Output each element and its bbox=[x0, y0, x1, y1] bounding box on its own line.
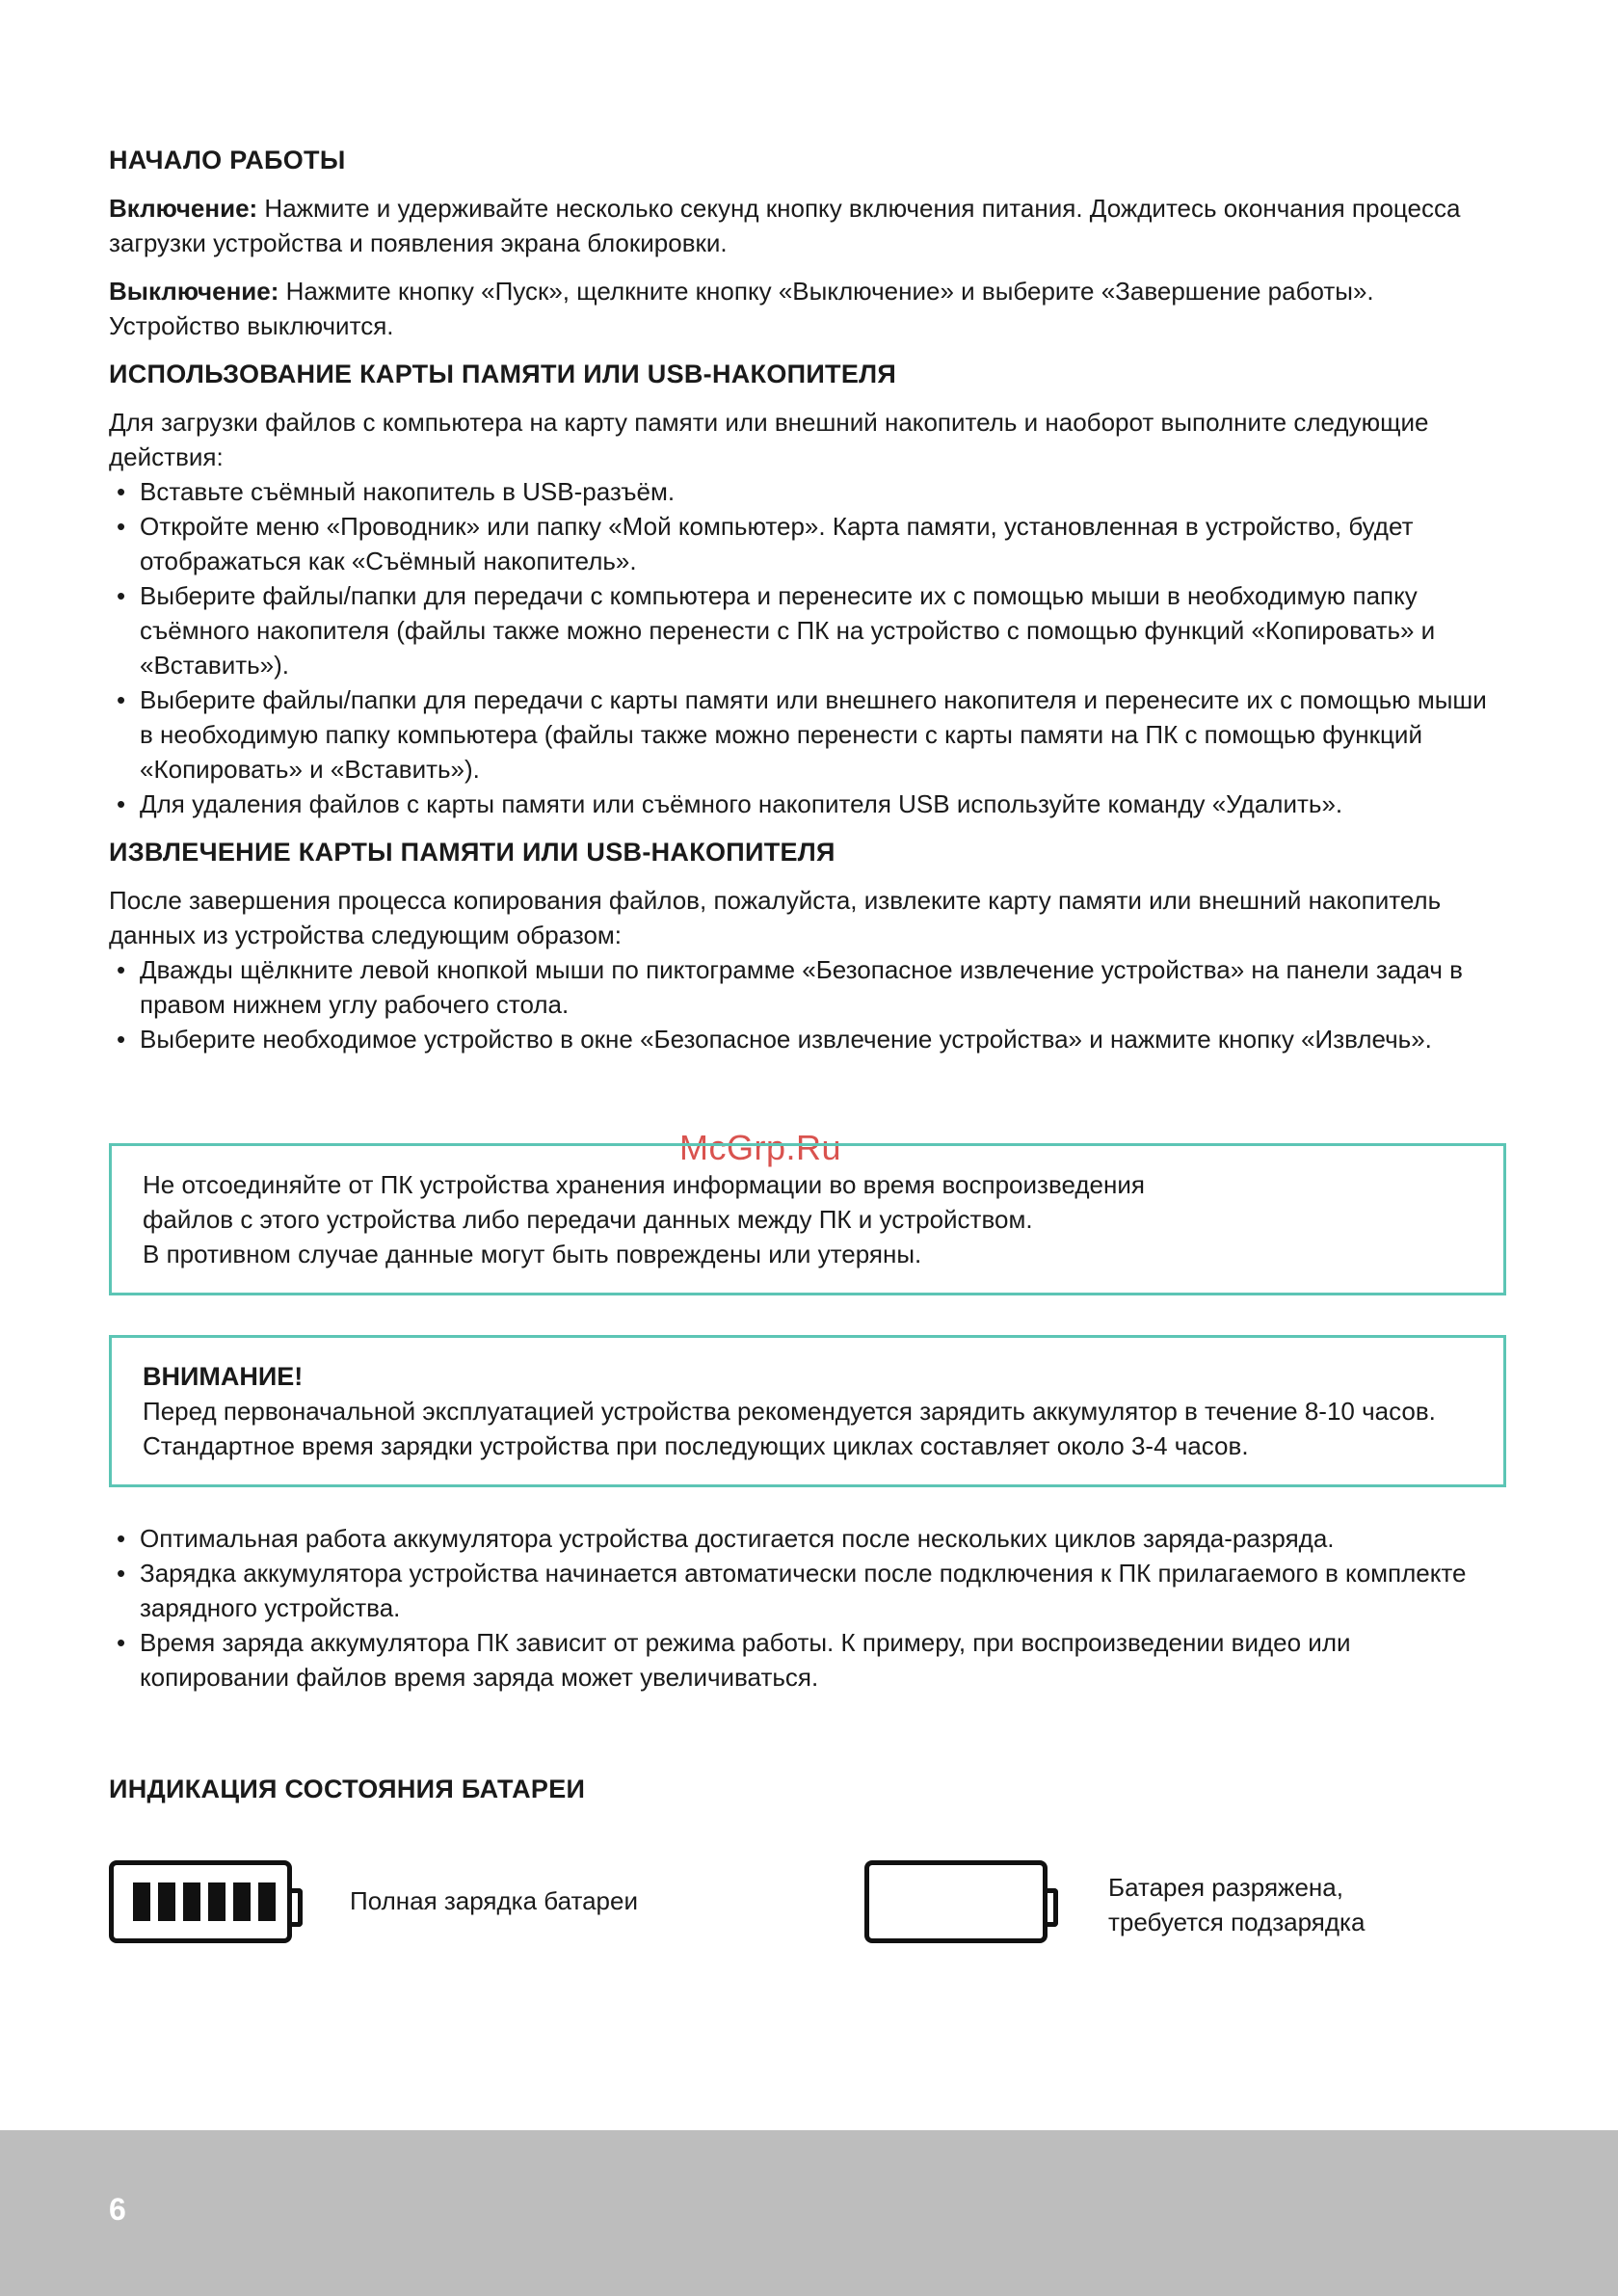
power-off-text: Нажмите кнопку «Пуск», щелкните кнопку «Выключение» и выберите «Завершение работы». Устройство выключится. bbox=[109, 277, 1374, 340]
battery-cell bbox=[158, 1882, 175, 1921]
notice-line: файлов с этого устройства либо передачи данных между ПК и устройством. bbox=[143, 1205, 1033, 1234]
battery-cells bbox=[133, 1882, 276, 1921]
warning-box bbox=[109, 1335, 1506, 1487]
battery-empty-label bbox=[1108, 1870, 1365, 1939]
watermark: McGrp.Ru bbox=[679, 1128, 842, 1167]
page-footer bbox=[0, 2130, 1618, 2296]
main-content bbox=[109, 143, 1506, 1070]
list-item: • Вставьте съёмный накопитель в USB-разъём. bbox=[109, 474, 1506, 509]
battery-cell bbox=[233, 1882, 251, 1921]
battery-cell bbox=[133, 1882, 150, 1921]
battery-terminal bbox=[1043, 1888, 1058, 1927]
battery-full-label: Полная зарядка батареи bbox=[350, 1886, 638, 1915]
notice-line: Не отсоединяйте от ПК устройства хранения информации во время воспроизведения bbox=[143, 1170, 1145, 1199]
section-title-start: НАЧАЛО РАБОТЫ bbox=[109, 146, 346, 174]
page-number: 6 bbox=[109, 2192, 126, 2227]
list-item: • Выберите файлы/папки для передачи с компьютера и перенесите их с помощью мыши в необходимую папку съёмного накопителя (файлы также можно перенести с ПК на устройство с помощью функций «Копировать» и «Вставить»). bbox=[109, 578, 1506, 682]
list-item: • Время заряда аккумулятора ПК зависит от режима работы. К примеру, при воспроизведении видео или копировании файлов время заряда может увеличиваться. bbox=[109, 1625, 1506, 1695]
list-item: • Выберите необходимое устройство в окне «Безопасное извлечение устройства» и нажмите кнопку «Извлечь». bbox=[109, 1022, 1506, 1056]
power-on-lead: Включение: bbox=[109, 194, 258, 223]
battery-empty-icon bbox=[864, 1860, 1048, 1943]
battery-cell bbox=[258, 1882, 276, 1921]
warning-title: ВНИМАНИЕ! bbox=[143, 1362, 304, 1391]
list-item: • Выберите файлы/папки для передачи с карты памяти или внешнего накопителя и перенесите их с помощью мыши в необходимую папку компьютера (файлы также можно перенести с карты памяти на ПК с помощью функций «Копировать» и «Вставить»). bbox=[109, 682, 1506, 787]
battery-full-icon bbox=[109, 1860, 292, 1943]
battery-empty-label-line: Батарея разряжена, bbox=[1108, 1873, 1343, 1902]
notice-line: В противном случае данные могут быть повреждены или утеряны. bbox=[143, 1240, 922, 1268]
list-item: • Откройте меню «Проводник» или папку «Мой компьютер». Карта памяти, установленная в устройство, будет отображаться как «Съёмный накопитель». bbox=[109, 509, 1506, 578]
battery-terminal bbox=[287, 1888, 303, 1927]
battery-row bbox=[109, 1860, 1506, 1957]
section-title-eject: ИЗВЛЕЧЕНИЕ КАРТЫ ПАМЯТИ ИЛИ USB-НАКОПИТЕЛЯ bbox=[109, 838, 836, 867]
battery-indication-section bbox=[109, 1772, 1506, 1936]
list-item: • Зарядка аккумулятора устройства начинается автоматически после подключения к ПК прилагаемого в комплекте зарядного устройства. bbox=[109, 1556, 1506, 1625]
notice-box bbox=[109, 1143, 1506, 1295]
battery-notes-list bbox=[109, 1521, 1506, 1695]
eject-intro: После завершения процесса копирования файлов, пожалуйста, извлеките карту памяти или внешний накопитель данных из устройства следующим образом: bbox=[109, 886, 1442, 949]
battery-empty-label-line: требуется подзарядка bbox=[1108, 1908, 1366, 1936]
section-title-battery: ИНДИКАЦИЯ СОСТОЯНИЯ БАТАРЕИ bbox=[109, 1775, 586, 1803]
power-on-text: Нажмите и удерживайте несколько секунд кнопку включения питания. Дождитесь окончания процесса загрузки устройства и появления экрана блокировки. bbox=[109, 194, 1461, 257]
list-item: • Для удаления файлов с карты памяти или съёмного накопителя USB используйте команду «Удалить». bbox=[109, 787, 1506, 821]
power-off-paragraph bbox=[109, 274, 1506, 343]
power-off-lead: Выключение: bbox=[109, 277, 279, 306]
power-on-paragraph bbox=[109, 191, 1506, 260]
usage-intro: Для загрузки файлов с компьютера на карту памяти или внешний накопитель и наоборот выполните следующие действия: bbox=[109, 408, 1429, 471]
warning-text: Перед первоначальной эксплуатацией устройства рекомендуется зарядить аккумулятор в течение 8-10 часов. Стандартное время зарядки устройства при последующих циклах составляет около 3-4 часов. bbox=[143, 1397, 1436, 1460]
battery-cell bbox=[183, 1882, 200, 1921]
usage-list bbox=[109, 474, 1506, 821]
battery-cell bbox=[208, 1882, 225, 1921]
list-item: • Дважды щёлкните левой кнопкой мыши по пиктограмме «Безопасное извлечение устройства» на панели задач в правом нижнем углу рабочего стола. bbox=[109, 952, 1506, 1022]
list-item: • Оптимальная работа аккумулятора устройства достигается после нескольких циклов заряда-разряда. bbox=[109, 1521, 1506, 1556]
eject-list bbox=[109, 952, 1506, 1056]
section-title-usage: ИСПОЛЬЗОВАНИЕ КАРТЫ ПАМЯТИ ИЛИ USB-НАКОПИТЕЛЯ bbox=[109, 360, 897, 388]
